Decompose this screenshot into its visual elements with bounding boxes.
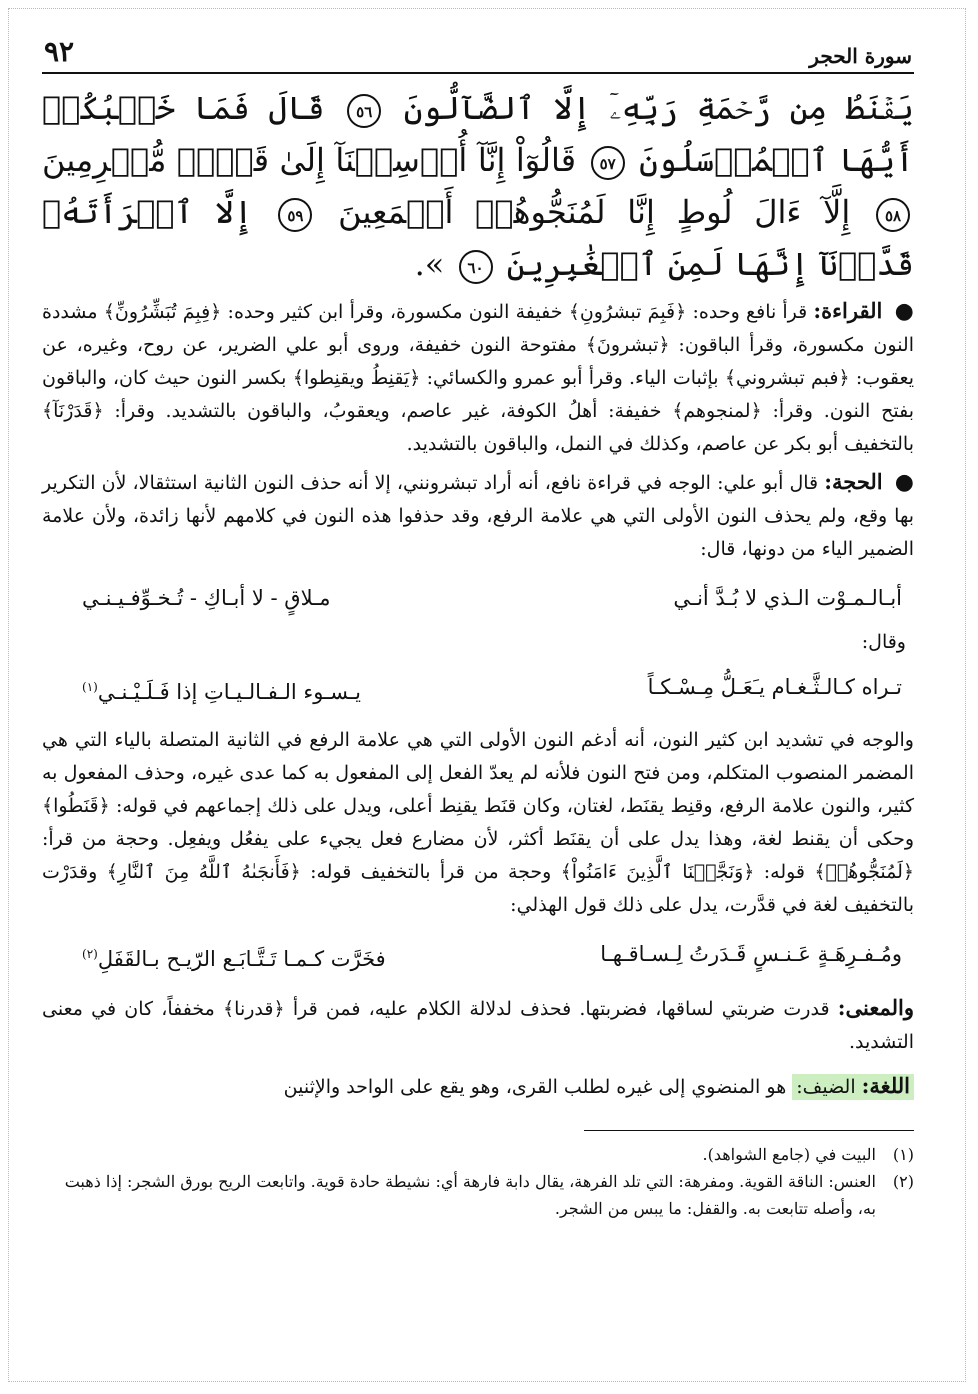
ayah-text: قَالُوٓاْ إِنَّآ أُرۡسِلۡنَآ إِلَىٰ قَوۡمٖ مُّجۡرِمِينَ: [42, 141, 577, 179]
bullet-icon: ●: [894, 299, 914, 324]
qiraah-text: قرأ نافع وحده: ﴿فَبِمَ تبشرُونِ﴾ خفيفة النون مكسورة، وقرأ ابن كثير وحده: ﴿فِبِمَ تُبَشِّرُونِّ﴾ مشددة النون مكسورة، وقرأ الباقون: ﴿تبشرونَ﴾ مفتوحة النون خفيفة، وروى أبو علي الضرير، عن روح، وغيره، عن يعقوب: ﴿فبم تبشروني﴾ بإثبات الياء. وقرأ أبو عمرو والكسائي: ﴿يَقنِطُ ويقنِطوا﴾ بكسر النون حيث كان، والباقون بفتح النون. وقرأ: ﴿لمنجوهم﴾ خفيفة: أهلُ الكوفة، غير عاصم، ويعقوبُ، والباقون بالتشديد. وقرأ: ﴿قَدَرْنَآ﴾ بالتخفيف أبو بكر عن عاصم، وكذلك في النمل، والباقون بالتشديد.: [42, 301, 914, 455]
ayah-text: يَقۡنَطُ مِن رَّحۡمَةِ رَبِّهِۦٓ إِلَّا ٱلضَّآلُّونَ: [403, 89, 915, 127]
ayah-text: قَالَ فَمَا خَطۡبُكُمۡ أَيُّهَا ٱلۡمُرۡسَلُونَ: [42, 89, 915, 179]
running-header: [42, 28, 914, 74]
poetry-verse: [42, 659, 914, 720]
verse-text: يـسـوء الـفـالـيـاتِ إذا فَـلَـيْـنـي: [97, 680, 362, 704]
footnote-text: البيت في (جامع الشواهد).: [702, 1145, 876, 1164]
ayah-number-marker: ٥٨: [876, 198, 910, 232]
ayah-text: إِلَّآ ءَالَ لُوطٍ إِنَّا لَمُنَجُّوهُمۡ أَجۡمَعِينَ: [338, 193, 851, 231]
footnote-item: [42, 1141, 914, 1168]
poetry-verse: [42, 926, 914, 987]
qiraah-heading: القراءة:: [813, 298, 883, 323]
qiraah-section: [42, 294, 914, 461]
lughah-highlight: [792, 1074, 914, 1100]
hujjah-text: قال أبو علي: الوجه في قراءة نافع، أنه أراد تبشرونني، إلا أنه حذف النون الثانية استثقالا، لأن التكرير بها وقع، ولم يحذف النون الأولى التي هي علامة الرفع، وقد حذفوا هذه النون في كلامهم لأنها زائدة، ولأن علامة الضمير الياء من دونها، قال:: [42, 472, 914, 560]
verse-hemistich-second: [82, 936, 386, 977]
verse-text: فخَرَّت كـمـا تَـتَّـابَـع الرّيـح بـالقَفَلِ: [97, 947, 386, 971]
maana-heading: والمعنى:: [837, 995, 915, 1020]
poetry-verse: [42, 570, 914, 626]
page-number: ٩٢: [44, 35, 75, 68]
surah-name: سورة الحجر: [809, 44, 912, 68]
book-page: [42, 28, 914, 1368]
ayah-text: إِلَّا ٱمۡرَأَتَهُۥ قَدَّرۡنَآ إِنَّهَا لَمِنَ ٱلۡغَٰبِرِينَ: [42, 193, 914, 283]
verse-hemistich-first: أبـالـمـوْت الـذي لا بُـدَّ أنـي: [673, 586, 902, 610]
wa-qal-label: وقال:: [861, 631, 906, 653]
footnote-marker: (١): [82, 680, 98, 694]
lughah-section: [42, 1069, 914, 1104]
footnote-separator: [584, 1130, 914, 1131]
quran-text: [42, 82, 914, 290]
quran-closing-bracket: ».: [414, 245, 445, 283]
lughah-text: هو المنضوي إلى غيره لطلب القرى، وهو يقع على الواحد والإثنين: [283, 1076, 787, 1098]
footnotes: [42, 1141, 914, 1222]
ayah-number-marker: ٥٦: [347, 94, 381, 128]
lughah-heading: اللغة:: [861, 1073, 910, 1098]
ayah-number-marker: ٦٠: [459, 250, 493, 284]
footnote-text: العنس: الناقة القوية. ومفرهة: التي تلد الفرهة، يقال دابة فارهة أي: نشيطة حادة قوية. واتابعت الريح بورق الشجر: إذا ذهبت به، وأصله تتابعت به. والقفل: ما يبس من الشجر.: [64, 1172, 876, 1218]
footnote-number: (١): [892, 1145, 914, 1164]
ayah-number-marker: ٥٧: [591, 146, 625, 180]
lughah-term: الضيف:: [796, 1076, 856, 1098]
explanation-paragraph: والوجه في تشديد ابن كثير النون، أنه أدغم النون الأولى التي هي علامة الرفع في الثانية المتصلة بالياء التي هي المضمر المنصوب المتكلم، ومن فتح النون فلأنه لم يعدّ الفعل إلى المفعول به كما عدى غيره، وحذف المفعول به كثير، والنون علامة الرفع، وقنِط يقنَط، لغتان، وكان قنَط يقنِط أعلى، ويدل على ذلك إجماعهم في قوله: ﴿قَنَطُوا﴾ وحكى أن يقنط لغة، وهذا يدل على أن يقنَط أكثر، لأن مضارع فعل يجيء على يفعُل ويفعِل. وحجة من قرأ: ﴿لَمُنَجُّوهُمۡ﴾ قوله: ﴿وَنَجَّيۡنَا ٱلَّذِينَ ءَامَنُواْ﴾ وحجة من قرأ بالتخفيف قوله: ﴿فَأَنجَىٰهُ ٱللَّهُ مِنَ ٱلنَّارِ﴾ وقدَرْت بالتخفيف لغة في قدَّرت، يدل على ذلك قول الهذلي:: [42, 729, 914, 916]
verse-hemistich-second: مـلاقٍ - لا أبـاكِ - تُـخـوِّفـيـنـي: [82, 586, 331, 610]
verse-hemistich-first: تـراه كـالـثَّـغـام يـَعَـلُّ مِـسْـكـاً: [647, 675, 902, 699]
verse-hemistich-second: [82, 669, 361, 710]
verse-hemistich-first: ومُـفـرِهَـةٍ عَـنـسٍ قَـدَرتُ لِـسـاقـهـا: [600, 942, 902, 966]
hujjah-section: [42, 465, 914, 566]
bullet-icon: ●: [894, 470, 914, 495]
maana-section: [42, 991, 914, 1059]
footnote-item: [42, 1168, 914, 1222]
maana-text: قدرت ضربتي لساقها، فضربتها. فحذف لدلالة الكلام عليه، فمن قرأ ﴿قدرنا﴾ مخففاً، كان في معنى التشديد.: [42, 998, 914, 1053]
ayah-number-marker: ٥٩: [278, 198, 312, 232]
footnote-marker: (٢): [82, 947, 98, 961]
hujjah-heading: الحجة:: [824, 469, 883, 494]
footnote-number: (٢): [892, 1172, 914, 1191]
